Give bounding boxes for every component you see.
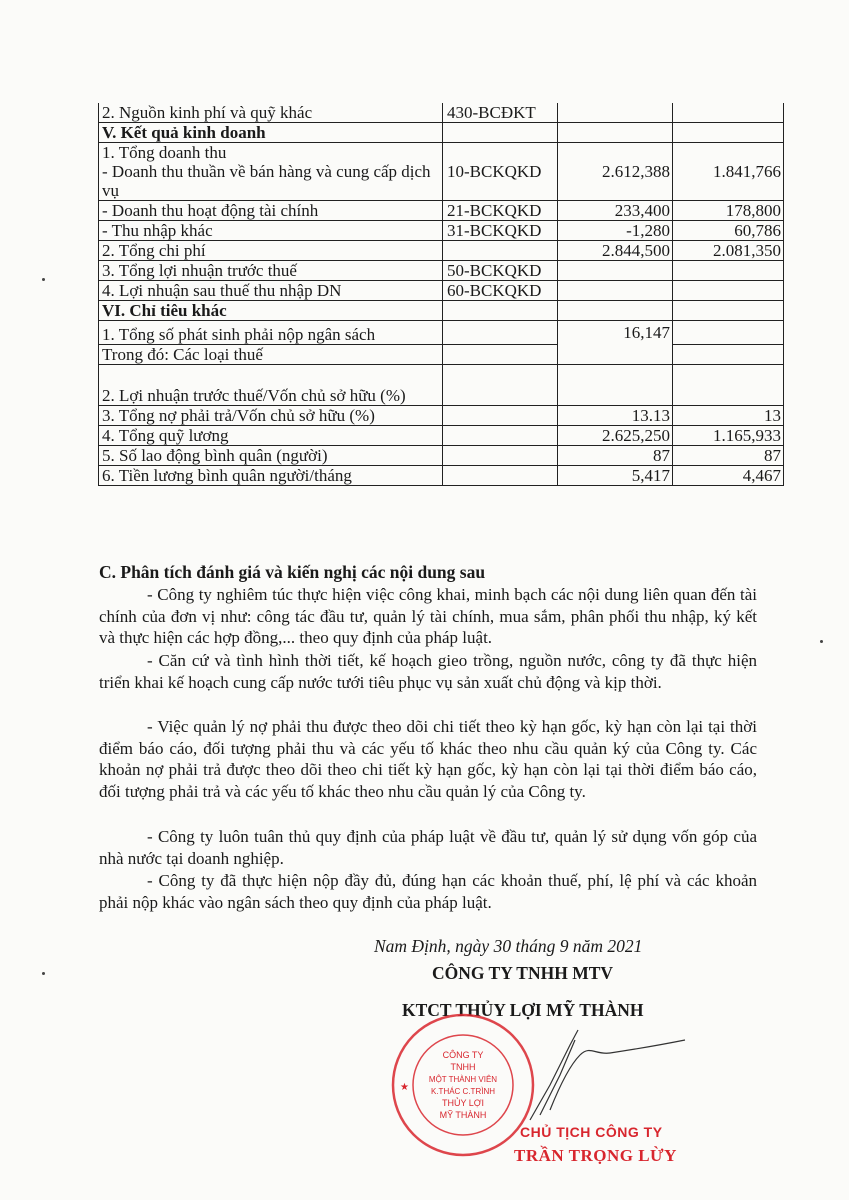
row-value-2: 1.841,766 <box>673 143 784 201</box>
table-row <box>99 261 784 281</box>
row-value-2 <box>673 261 784 281</box>
row-value-2 <box>673 365 784 406</box>
row-value-1: 87 <box>558 446 673 466</box>
row-value-2 <box>673 321 784 345</box>
row-label: 3. Tổng lợi nhuận trước thuế <box>99 261 443 281</box>
row-label: - Thu nhập khác <box>99 221 443 241</box>
row-code <box>443 406 558 426</box>
signer-name: TRẦN TRỌNG LỪY <box>514 1146 677 1165</box>
row-code <box>443 241 558 261</box>
row-value-1: -1,280 <box>558 221 673 241</box>
row-label: 5. Số lao động bình quân (người) <box>99 446 443 466</box>
row-label: 2. Lợi nhuận trước thuế/Vốn chủ sở hữu (%) <box>99 365 443 406</box>
row-value-1: 5,417 <box>558 466 673 486</box>
table-row <box>99 103 784 123</box>
row-value-1 <box>558 103 673 123</box>
row-label: 2. Nguồn kinh phí và quỹ khác <box>99 103 443 123</box>
scan-mark <box>42 278 45 281</box>
svg-text:K.THÁC C.TRÌNH: K.THÁC C.TRÌNH <box>431 1087 495 1096</box>
section-heading: V. Kết quả kinh doanh <box>99 123 443 143</box>
company-name-line1: CÔNG TY TNHH MTV <box>432 963 614 983</box>
table-row <box>99 365 784 406</box>
row-code <box>443 426 558 446</box>
row-label: 1. Tổng số phát sinh phải nộp ngân sách <box>99 321 443 345</box>
row-code: 21-BCKQKD <box>443 201 558 221</box>
scan-mark <box>820 640 823 643</box>
table-row <box>99 321 784 345</box>
table-row <box>99 406 784 426</box>
table-row <box>99 221 784 241</box>
row-label: 2. Tổng chi phí <box>99 241 443 261</box>
table-row <box>99 345 784 365</box>
row-code: 31-BCKQKD <box>443 221 558 241</box>
row-value-1: 16,147 <box>558 321 673 345</box>
row-code <box>443 301 558 321</box>
table-row <box>99 143 784 201</box>
table-row <box>99 301 784 321</box>
scan-mark <box>42 972 45 975</box>
row-code: 60-BCKQKD <box>443 281 558 301</box>
paragraph: - Công ty nghiêm túc thực hiện việc công khai, minh bạch các nội dung liên quan đến tài chính của đơn vị như: công tác đầu tư, quản lý tài chính, mua sắm, phân phối thu nhập, ký kết và thực hiện các hợp đồng,... theo quy định của pháp luật. <box>99 585 757 647</box>
table-row <box>99 123 784 143</box>
row-value-2 <box>673 123 784 143</box>
signer-role: CHỦ TỊCH CÔNG TY <box>520 1124 663 1140</box>
row-code <box>443 123 558 143</box>
table-row <box>99 426 784 446</box>
svg-text:THỦY LỢI: THỦY LỢI <box>441 1098 485 1108</box>
row-code: 10-BCKQKD <box>443 143 558 201</box>
row-value-2: 4,467 <box>673 466 784 486</box>
handwritten-signature <box>500 1015 700 1135</box>
row-value-2: 60,786 <box>673 221 784 241</box>
paragraph: - Việc quản lý nợ phải thu được theo dõi chi tiết theo kỳ hạn gốc, kỳ hạn còn lại tại thời điểm báo cáo, đối tượng phải thu và các yếu tố khác theo nhu cầu quản ký của Công ty. Các khoản nợ phải trả được theo dõi theo chi tiết kỳ hạn gốc, kỳ hạn còn lại tại thời điểm báo cáo, đối tượng phải trả và các yếu tố khác theo nhu cầu quản lý của Công ty. <box>99 717 757 801</box>
row-label-line1: 1. Tổng doanh thu <box>102 143 227 162</box>
row-code <box>443 466 558 486</box>
financial-table <box>98 103 784 486</box>
row-label <box>99 143 443 201</box>
company-name-line2: KTCT THỦY LỢI MỸ THÀNH <box>402 1000 644 1020</box>
table-row <box>99 466 784 486</box>
row-label: 6. Tiền lương bình quân người/tháng <box>99 466 443 486</box>
table-row <box>99 446 784 466</box>
svg-text:★: ★ <box>400 1082 409 1093</box>
row-code <box>443 365 558 406</box>
row-value-2 <box>673 103 784 123</box>
row-value-1 <box>558 345 673 365</box>
table-row <box>99 201 784 221</box>
svg-text:MỘT THÀNH VIÊN: MỘT THÀNH VIÊN <box>428 1075 498 1084</box>
row-label: Trong đó: Các loại thuế <box>99 345 443 365</box>
paragraph: - Công ty luôn tuân thủ quy định của pháp luật về đầu tư, quản lý sử dụng vốn góp của nhà nước tại doanh nghiệp. <box>99 827 757 868</box>
section-heading: VI. Chỉ tiêu khác <box>99 301 443 321</box>
row-value-1 <box>558 281 673 301</box>
row-code <box>443 321 558 345</box>
svg-text:MỸ THÀNH: MỸ THÀNH <box>439 1110 487 1120</box>
row-value-2: 1.165,933 <box>673 426 784 446</box>
row-value-2: 13 <box>673 406 784 426</box>
row-code: 430-BCĐKT <box>443 103 558 123</box>
row-code <box>443 345 558 365</box>
paragraph: - Công ty đã thực hiện nộp đầy đủ, đúng hạn các khoản thuế, phí, lệ phí và các khoản phải nộp khác vào ngân sách theo quy định của pháp luật. <box>99 871 757 912</box>
row-label: 3. Tổng nợ phải trả/Vốn chủ sở hữu (%) <box>99 406 443 426</box>
date-line: Nam Định, ngày 30 tháng 9 năm 2021 <box>374 936 643 956</box>
row-value-2: 178,800 <box>673 201 784 221</box>
row-value-1: 2.625,250 <box>558 426 673 446</box>
svg-text:CÔNG TY: CÔNG TY <box>442 1050 484 1060</box>
row-label: 4. Tổng quỹ lương <box>99 426 443 446</box>
row-value-1 <box>558 123 673 143</box>
row-label: - Doanh thu hoạt động tài chính <box>99 201 443 221</box>
section-c-title: C. Phân tích đánh giá và kiến nghị các nội dung sau <box>99 562 486 582</box>
row-value-1 <box>558 301 673 321</box>
svg-text:TNHH: TNHH <box>450 1062 476 1072</box>
row-value-1: 2.844,500 <box>558 241 673 261</box>
row-value-1: 2.612,388 <box>558 143 673 201</box>
paragraph: - Căn cứ và tình hình thời tiết, kế hoạch gieo trồng, nguồn nước, công ty đã thực hiện triển khai kế hoạch cung cấp nước tưới tiêu phục vụ sản xuất chủ động và kịp thời. <box>99 651 757 692</box>
row-value-2 <box>673 301 784 321</box>
row-value-2 <box>673 281 784 301</box>
row-value-1 <box>558 365 673 406</box>
row-value-2 <box>673 345 784 365</box>
row-code: 50-BCKQKD <box>443 261 558 281</box>
row-value-1: 13.13 <box>558 406 673 426</box>
row-label-line2: - Doanh thu thuần về bán hàng và cung cấp dịch vụ <box>102 162 431 200</box>
row-value-1 <box>558 261 673 281</box>
row-code <box>443 446 558 466</box>
row-value-2: 87 <box>673 446 784 466</box>
row-label: 4. Lợi nhuận sau thuế thu nhập DN <box>99 281 443 301</box>
row-value-2: 2.081,350 <box>673 241 784 261</box>
table-row <box>99 241 784 261</box>
row-value-1: 233,400 <box>558 201 673 221</box>
table-row <box>99 281 784 301</box>
